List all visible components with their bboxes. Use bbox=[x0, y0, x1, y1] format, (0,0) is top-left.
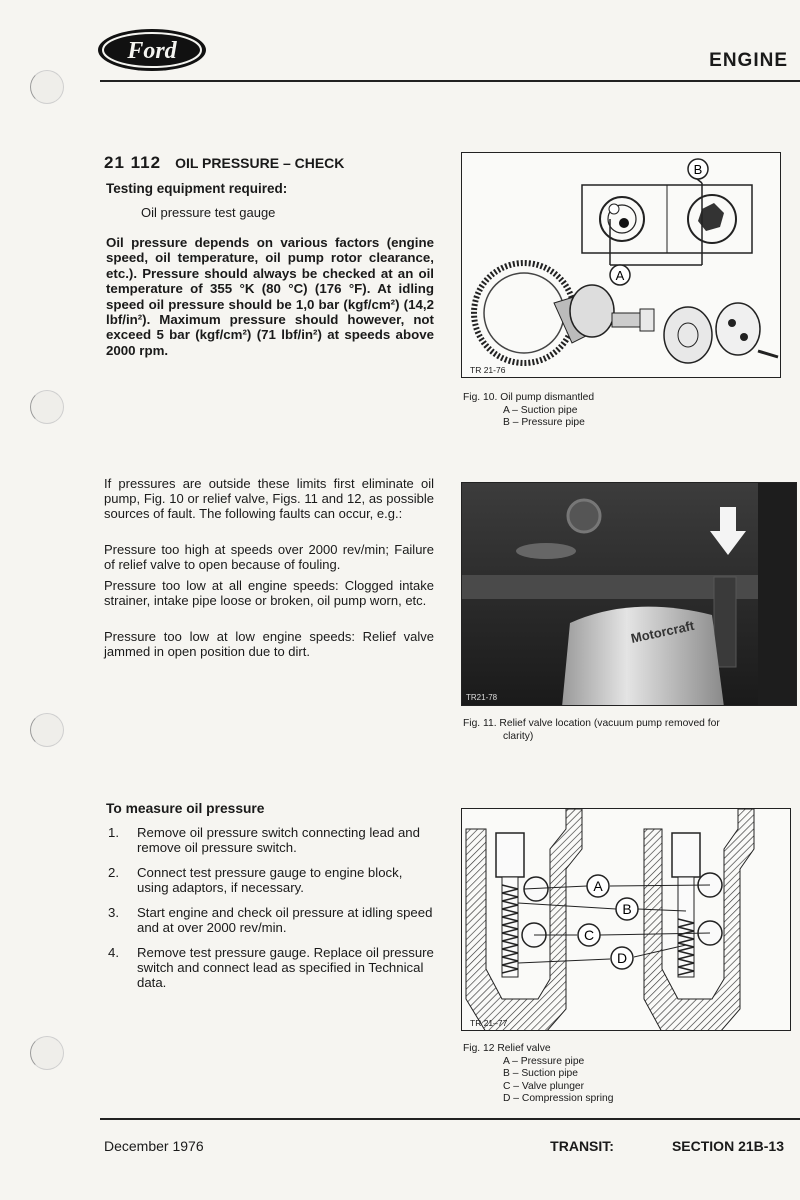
faults-paragraph-1: If pressures are outside these limits first eliminate oil pump, Fig. 10 or relief valve, Figs. 11 and 12, as possible sources of fault. The following faults can occur, e.g.: bbox=[104, 476, 434, 521]
section-number: 21 112 bbox=[104, 153, 162, 172]
section-heading bbox=[104, 153, 344, 173]
section-title: OIL PRESSURE – CHECK bbox=[175, 155, 345, 171]
svg-text:A: A bbox=[593, 878, 603, 894]
fig10-caption bbox=[463, 392, 594, 430]
punch-hole bbox=[30, 713, 64, 747]
fig12-legend-a: A – Pressure pipe bbox=[503, 1055, 585, 1067]
fig12-relief-valve-drawing bbox=[461, 808, 791, 1031]
fig11-caption-line-1: Fig. 11. Relief valve location (vacuum pump removed for bbox=[463, 718, 720, 729]
svg-text:Motorcraft: Motorcraft bbox=[629, 617, 696, 646]
fig10-legend-a: A – Suction pipe bbox=[503, 404, 578, 416]
punch-hole bbox=[30, 390, 64, 424]
fig10-caption-title: Fig. 10. Oil pump dismantled bbox=[463, 392, 595, 403]
measure-heading: To measure oil pressure bbox=[106, 801, 265, 816]
testing-item: Oil pressure test gauge bbox=[141, 205, 276, 220]
fig10-legend-b: B – Pressure pipe bbox=[503, 417, 585, 429]
fig12-caption bbox=[463, 1043, 613, 1106]
fig10-oil-pump-drawing bbox=[461, 152, 781, 378]
header-title: ENGINE bbox=[709, 50, 788, 71]
footer-rule bbox=[100, 1118, 800, 1120]
step-item: 1. Remove oil pressure switch connecting lead and remove oil pressure switch. bbox=[108, 825, 420, 855]
fig11-relief-valve-photo bbox=[461, 482, 797, 706]
intro-paragraph: Oil pressure depends on various factors (engine speed, oil temperature, oil pump rotor clearance, etc.). Pressure should always be checked at an oil temperature of 355 °K (80 °C) (176 °F). At idling speed oil pressure should be 1,0 bar (kgf/cm²) (14,2 lbf/in²). Maximum pressure should however, not exceed 5 bar (kgf/cm²) (71 lbf/in²) at speeds above 2000 rpm. bbox=[106, 235, 434, 358]
svg-text:Ford: Ford bbox=[127, 38, 177, 64]
footer-section bbox=[550, 1138, 784, 1154]
faults-paragraph-4: Pressure too low at low engine speeds: Relief valve jammed in open position due to dirt. bbox=[104, 629, 434, 659]
fig12-legend-c: C – Valve plunger bbox=[503, 1080, 585, 1092]
footer-model: TRANSIT: bbox=[550, 1138, 614, 1154]
step-item: 4. Remove test pressure gauge. Replace oil pressure switch and connect lead as specified in Technical data. bbox=[108, 945, 434, 990]
footer-date: December 1976 bbox=[104, 1138, 204, 1154]
header-rule bbox=[100, 80, 800, 82]
svg-text:C: C bbox=[583, 927, 595, 943]
fig11-caption bbox=[463, 718, 720, 743]
step-item: 3. Start engine and check oil pressure at idling speed and at over 2000 rev/min. bbox=[108, 905, 433, 935]
svg-text:B: B bbox=[693, 162, 703, 177]
testing-heading: Testing equipment required: bbox=[106, 181, 288, 196]
measure-steps bbox=[108, 825, 434, 1000]
footer-section-number: SECTION 21B-13 bbox=[671, 1138, 784, 1154]
punch-hole bbox=[30, 1036, 64, 1070]
fig10-tag: TR 21-76 bbox=[470, 365, 506, 375]
fig12-tag: TR 21–77 bbox=[470, 1018, 508, 1028]
svg-text:A: A bbox=[615, 268, 625, 283]
faults-paragraph-2: Pressure too high at speeds over 2000 rev/min; Failure of relief valve to open because of fouling. bbox=[104, 542, 434, 572]
fig11-tag: TR21-78 bbox=[466, 693, 498, 702]
fig12-legend-d: D – Compression spring bbox=[503, 1093, 614, 1105]
fig11-caption-line-2: clarity) bbox=[503, 730, 534, 742]
svg-text:B: B bbox=[622, 901, 632, 917]
faults-paragraph-3: Pressure too low at all engine speeds: Clogged intake strainer, intake pipe loose or broken, oil pump worn, etc. bbox=[104, 578, 434, 608]
fig12-legend-b: B – Suction pipe bbox=[503, 1068, 578, 1080]
svg-text:D: D bbox=[616, 950, 628, 966]
step-item: 2. Connect test pressure gauge to engine block, using adaptors, if necessary. bbox=[108, 865, 403, 895]
ford-logo bbox=[96, 26, 208, 74]
fig12-caption-title: Fig. 12 Relief valve bbox=[463, 1043, 551, 1054]
punch-hole bbox=[30, 70, 64, 104]
